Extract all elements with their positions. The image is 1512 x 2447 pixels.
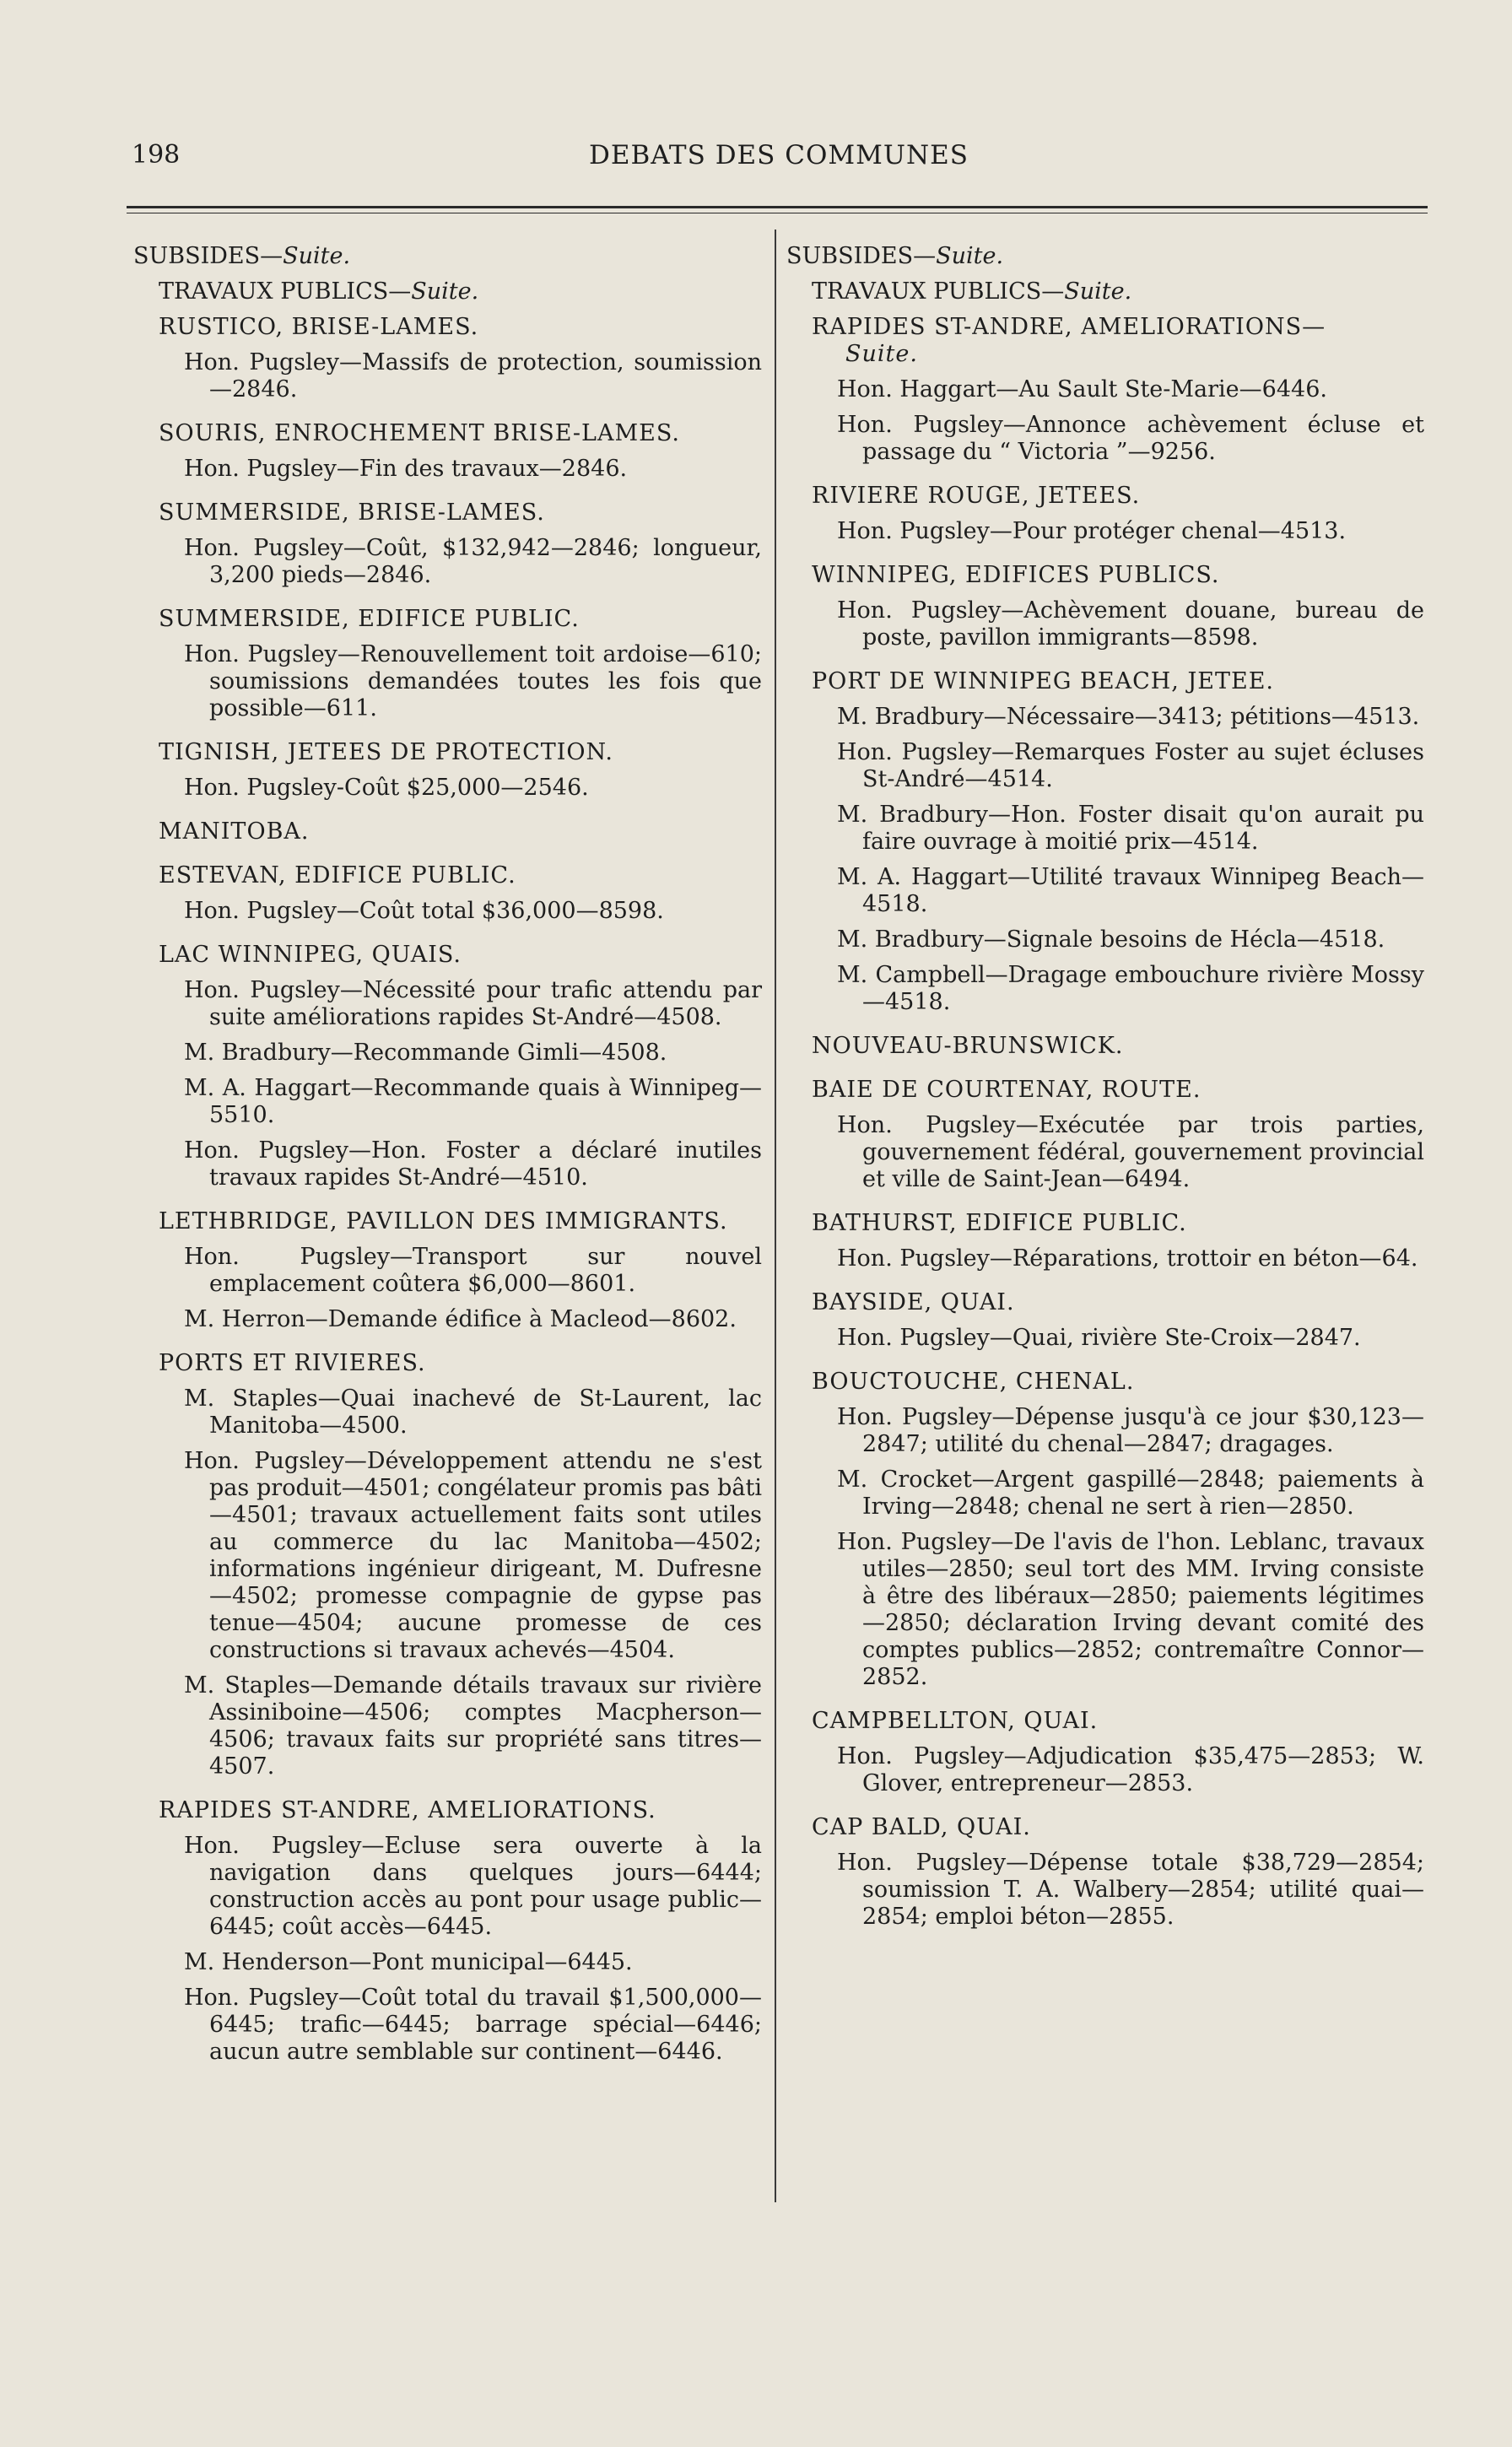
section-title: TIGNISH, JETEES DE PROTECTION. [159, 739, 614, 765]
index-entry: Hon. Pugsley—Fin des travaux—2846. [184, 456, 628, 482]
index-entry: Hon. Pugsley—Dépense totale $38,729—2854; soumission T. A. Walbery—2854; utilité quai—2854; emploi béton—2855. [837, 1850, 1424, 1930]
index-entry: Hon. Pugsley—Quai, rivière Ste-Croix—2847. [837, 1325, 1361, 1351]
section-title: RAPIDES ST-ANDRE, AMELIORATIONS— Suite. [812, 314, 1326, 367]
index-entry: M. Bradbury—Nécessaire—3413; pétitions—4513. [837, 704, 1420, 730]
index-section [812, 314, 1424, 466]
index-section [159, 606, 762, 722]
index-entry: Hon. Pugsley—Développement attendu ne s'est pas produit—4501; congélateur promis pas bâti—4501; travaux actuellement faits sont utiles au commerce du lac Manitoba—4502; informations ingénieur dirigeant, M. Dufresne—4502; promesse compagnie de gypse pas tenue—4504; aucune promesse de ces constructions si travaux achevés—4504. [184, 1448, 762, 1663]
index-entry: Hon. Pugsley—Massifs de protection, soumission—2846. [184, 349, 762, 402]
section-title: BOUCTOUCHE, CHENAL. [812, 1369, 1135, 1395]
section-title: SOURIS, ENROCHEMENT BRISE-LAMES. [159, 420, 680, 446]
index-section [812, 1369, 1424, 1691]
index-entry: Hon. Pugsley—Transport sur nouvel emplacement coûtera $6,000—8601. [184, 1244, 762, 1297]
index-section [812, 1077, 1424, 1193]
left-column-entries [133, 314, 762, 2066]
index-entry: Hon. Pugsley—Nécessité pour trafic attendu par suite améliorations rapides St-André—4508. [184, 977, 762, 1030]
section-title: BATHURST, EDIFICE PUBLIC. [812, 1210, 1187, 1236]
region-heading: MANITOBA. [159, 818, 310, 845]
index-entry: Hon. Pugsley—Coût total $36,000—8598. [184, 898, 664, 924]
index-section [159, 500, 762, 589]
index-entry: M. Bradbury—Recommande Gimli—4508. [184, 1040, 667, 1066]
section-title: ESTEVAN, EDIFICE PUBLIC. [159, 862, 516, 889]
index-entry: Hon. Pugsley—De l'avis de l'hon. Leblanc, travaux utiles—2850; seul tort des MM. Irving consiste à être des libéraux—2850; paiements légitimes—2850; déclaration Irving devant comité des comptes publics—2852; contremaître Connor—2852. [837, 1529, 1424, 1690]
index-section [812, 1814, 1424, 1931]
index-section [159, 1797, 762, 2066]
index-section [159, 1350, 762, 1780]
index-entry: M. Staples—Quai inachevé de St-Laurent, lac Manitoba—4500. [184, 1386, 762, 1439]
index-entry: Hon. Pugsley—Exécutée par trois parties, gouvernement fédéral, gouvernement provincial et ville de Saint-Jean—6494. [837, 1112, 1424, 1192]
index-entry: M. Bradbury—Hon. Foster disait qu'on aurait pu faire ouvrage à moitié prix—4514. [837, 802, 1424, 855]
index-section [159, 1208, 762, 1333]
running-title: DEBATS DES COMMUNES [588, 140, 969, 170]
index-section [812, 668, 1424, 1016]
index-entry: Hon. Pugsley—Adjudication $35,475—2853; W. Glover, entrepreneur—2853. [837, 1743, 1424, 1796]
section-title: CAP BALD, QUAI. [812, 1814, 1031, 1840]
index-entry: M. Staples—Demande détails travaux sur rivière Assiniboine—4506; comptes Macpherson—4506; travaux faits sur propriété sans titres—4507. [184, 1672, 762, 1780]
subsides-heading: SUBSIDES—Suite. [786, 243, 1004, 269]
index-entry: Hon. Pugsley—Annonce achèvement écluse et passage du “ Victoria ”—9256. [837, 412, 1424, 465]
section-title: SUMMERSIDE, BRISE-LAMES. [159, 500, 545, 526]
section-title: RAPIDES ST-ANDRE, AMELIORATIONS. [159, 1797, 656, 1823]
index-section [159, 739, 762, 802]
index-section [812, 1708, 1424, 1797]
index-entry: Hon. Pugsley-Coût $25,000—2546. [184, 775, 589, 801]
header-rule [127, 206, 1428, 208]
index-entry: M. Herron—Demande édifice à Macleod—8602. [184, 1306, 737, 1332]
section-title: BAYSIDE, QUAI. [812, 1289, 1015, 1315]
index-entry: Hon. Pugsley—Ecluse sera ouverte à la navigation dans quelques jours—6444; construction accès au pont pour usage public—6445; coût accès—6445. [184, 1833, 762, 1940]
index-section [159, 862, 762, 925]
section-title: PORT DE WINNIPEG BEACH, JETEE. [812, 668, 1275, 694]
index-entry: Hon. Pugsley—Remarques Foster au sujet écluses St-André—4514. [837, 739, 1424, 792]
index-entry: Hon. Pugsley—Coût total du travail $1,500,000—6445; trafic—6445; barrage spécial—6446; aucun autre semblable sur continent—6446. [184, 1985, 762, 2065]
index-entry: Hon. Pugsley—Pour protéger chenal—4513. [837, 518, 1347, 544]
index-section [812, 1210, 1424, 1272]
travaux-publics-heading: TRAVAUX PUBLICS—Suite. [812, 278, 1132, 305]
section-title: PORTS ET RIVIERES. [159, 1350, 426, 1376]
index-entry: Hon. Pugsley—Réparations, trottoir en béton—64. [837, 1245, 1418, 1272]
index-entry: Hon. Pugsley—Hon. Foster a déclaré inutiles travaux rapides St-André—4510. [184, 1137, 762, 1191]
index-section [812, 1289, 1424, 1352]
index-section [159, 420, 762, 483]
index-entry: M. Crocket—Argent gaspillé—2848; paiements à Irving—2848; chenal ne sert à rien—2850. [837, 1467, 1424, 1520]
section-title: LAC WINNIPEG, QUAIS. [159, 942, 462, 968]
section-title: LETHBRIDGE, PAVILLON DES IMMIGRANTS. [159, 1208, 728, 1234]
index-section [159, 942, 762, 1191]
right-column-entries [786, 314, 1424, 1931]
index-entry: Hon. Pugsley—Renouvellement toit ardoise—610; soumissions demandées toutes les fois que possible—611. [184, 641, 762, 721]
column-separator [775, 230, 776, 2202]
index-entry: M. A. Haggart—Utilité travaux Winnipeg Beach—4518. [837, 864, 1424, 917]
index-section [812, 562, 1424, 651]
section-title: CAMPBELLTON, QUAI. [812, 1708, 1099, 1734]
index-entry: Hon. Pugsley—Dépense jusqu'à ce jour $30,123—2847; utilité du chenal—2847; dragages. [837, 1404, 1424, 1457]
index-entry: M. Henderson—Pont municipal—6445. [184, 1949, 633, 1975]
index-entry: M. A. Haggart—Recommande quais à Winnipeg—5510. [184, 1075, 762, 1128]
travaux-publics-heading: TRAVAUX PUBLICS—Suite. [159, 278, 479, 305]
index-section [159, 314, 762, 403]
section-title: BAIE DE COURTENAY, ROUTE. [812, 1077, 1202, 1103]
region-heading: NOUVEAU-BRUNSWICK. [812, 1033, 1124, 1059]
index-entry: Hon. Pugsley—Coût, $132,942—2846; longueur, 3,200 pieds—2846. [184, 535, 762, 588]
index-entry: Hon. Pugsley—Achèvement douane, bureau de poste, pavillon immigrants—8598. [837, 597, 1424, 651]
section-title: SUMMERSIDE, EDIFICE PUBLIC. [159, 606, 580, 632]
page-header [132, 140, 1426, 177]
index-section [812, 483, 1424, 545]
section-title: RIVIERE ROUGE, JETEES. [812, 483, 1141, 509]
subsides-heading: SUBSIDES—Suite. [133, 243, 351, 269]
page-number: 198 [132, 140, 181, 170]
index-entry: M. Campbell—Dragage embouchure rivière Mossy—4518. [837, 962, 1424, 1015]
index-entry: M. Bradbury—Signale besoins de Hécla—4518. [837, 926, 1385, 953]
section-title: WINNIPEG, EDIFICES PUBLICS. [812, 562, 1220, 588]
right-column [786, 243, 1424, 1947]
index-entry: Hon. Haggart—Au Sault Ste-Marie—6446. [837, 376, 1327, 402]
section-title: RUSTICO, BRISE-LAMES. [159, 314, 479, 340]
left-column [133, 243, 762, 2082]
